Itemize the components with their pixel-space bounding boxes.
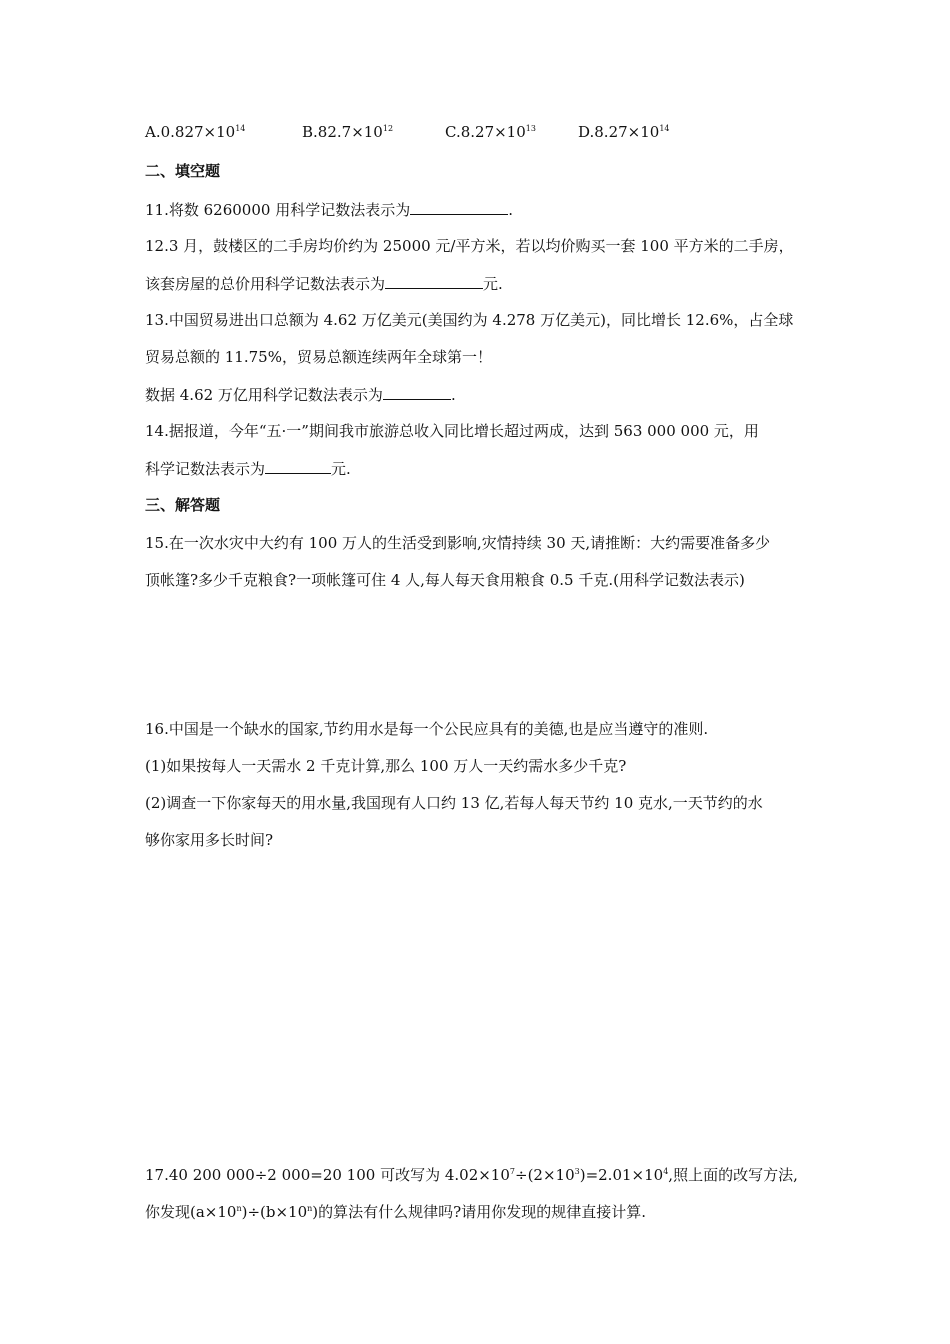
- question-16-line-4: 够你家用多长时间?: [145, 831, 274, 849]
- option-b: [302, 122, 393, 142]
- question-15-line-2: 顶帐篷?多少千克粮食?一项帐篷可住 4 人,每人每天食用粮食 0.5 千克.(用科学记数法表示): [145, 571, 745, 589]
- answer-blank-13[interactable]: [383, 384, 451, 400]
- section-2-title: 二、填空题: [145, 162, 221, 180]
- question-14-line-2: [145, 458, 351, 479]
- option-a-exp: 14: [235, 124, 246, 133]
- question-15-line-1: 15.在一次水灾中大约有 100 万人的生活受到影响,灾情持续 30 天,请推断：大约需要准备多少: [145, 534, 771, 552]
- q17-q-exp-1: n: [236, 1204, 242, 1213]
- q17-exp-1: 7: [509, 1167, 515, 1176]
- q17-q-exp-2: n: [307, 1204, 313, 1213]
- q17-part-4: ,照上面的改写方法,: [668, 1166, 798, 1184]
- question-13-end: .: [450, 386, 456, 404]
- option-d-base: D.8.27×10: [578, 123, 660, 141]
- answer-blank-11[interactable]: [410, 199, 508, 215]
- option-c: [445, 122, 536, 142]
- question-11-text: 11.将数 6260000 用科学记数法表示为: [145, 201, 411, 219]
- question-14-end: 元.: [331, 460, 351, 478]
- q17-exp-2: 3: [574, 1167, 580, 1176]
- question-11: [145, 199, 513, 220]
- question-13-line-3: [145, 384, 456, 405]
- question-14-text: 科学记数法表示为: [145, 460, 266, 478]
- question-13-line-2: 贸易总额的 11.75%，贸易总额连续两年全球第一！: [145, 348, 492, 366]
- question-12-line-1: 12.3 月，鼓楼区的二手房均价约为 25000 元/平方米，若以均价购买一套 100 平方米的二手房，: [145, 237, 794, 255]
- question-16-line-3: (2)调查一下你家每天的用水量,我国现有人口约 13 亿,若每人每天节约 10 克水,一天节约的水: [145, 794, 763, 812]
- question-11-end: .: [508, 201, 513, 219]
- option-a: [145, 122, 245, 142]
- question-17-line-1: [145, 1165, 798, 1185]
- question-17-line-2: [145, 1202, 646, 1222]
- q17-part-1: 17.40 200 000÷2 000=20 100 可改写为 4.02×10: [145, 1166, 510, 1184]
- q17-part-2: ÷(2×10: [515, 1166, 575, 1184]
- option-b-exp: 12: [382, 124, 394, 133]
- question-13-line-1: 13.中国贸易进出口总额为 4.62 万亿美元(美国约为 4.278 万亿美元)，同比增长 12.6%，占全球: [145, 311, 794, 329]
- question-14-line-1: 14.据报道，今年“五·一”期间我市旅游总收入同比增长超过两成，达到 563 000 000 元，用: [145, 422, 759, 440]
- question-16-line-1: 16.中国是一个缺水的国家,节约用水是每一个公民应具有的美德,也是应当遵守的准则.: [145, 720, 709, 738]
- question-13-text: 数据 4.62 万亿用科学记数法表示为: [145, 386, 383, 404]
- question-12-text: 该套房屋的总价用科学记数法表示为: [145, 275, 386, 293]
- q17-q-part-3: )的算法有什么规律吗?请用你发现的规律直接计算.: [312, 1203, 646, 1221]
- answer-blank-14[interactable]: [265, 458, 331, 474]
- option-d: [578, 122, 670, 142]
- option-c-base: C.8.27×10: [445, 123, 526, 141]
- question-16-line-2: (1)如果按每人一天需水 2 千克计算,那么 100 万人一天约需水多少千克?: [145, 757, 627, 775]
- option-d-exp: 14: [659, 124, 670, 133]
- answer-blank-12[interactable]: [385, 273, 483, 289]
- q17-part-3: )=2.01×10: [579, 1166, 664, 1184]
- section-3-title: 三、解答题: [145, 496, 221, 514]
- option-b-base: B.82.7×10: [302, 123, 383, 141]
- question-12-line-2: [145, 273, 503, 294]
- q17-q-part-1: 你发现(a×10: [145, 1203, 237, 1221]
- option-c-exp: 13: [525, 124, 536, 133]
- question-12-end: 元.: [483, 275, 503, 293]
- q17-q-part-2: )÷(b×10: [241, 1203, 308, 1221]
- option-a-base: A.0.827×10: [145, 123, 236, 141]
- q17-exp-3: 4: [663, 1167, 669, 1176]
